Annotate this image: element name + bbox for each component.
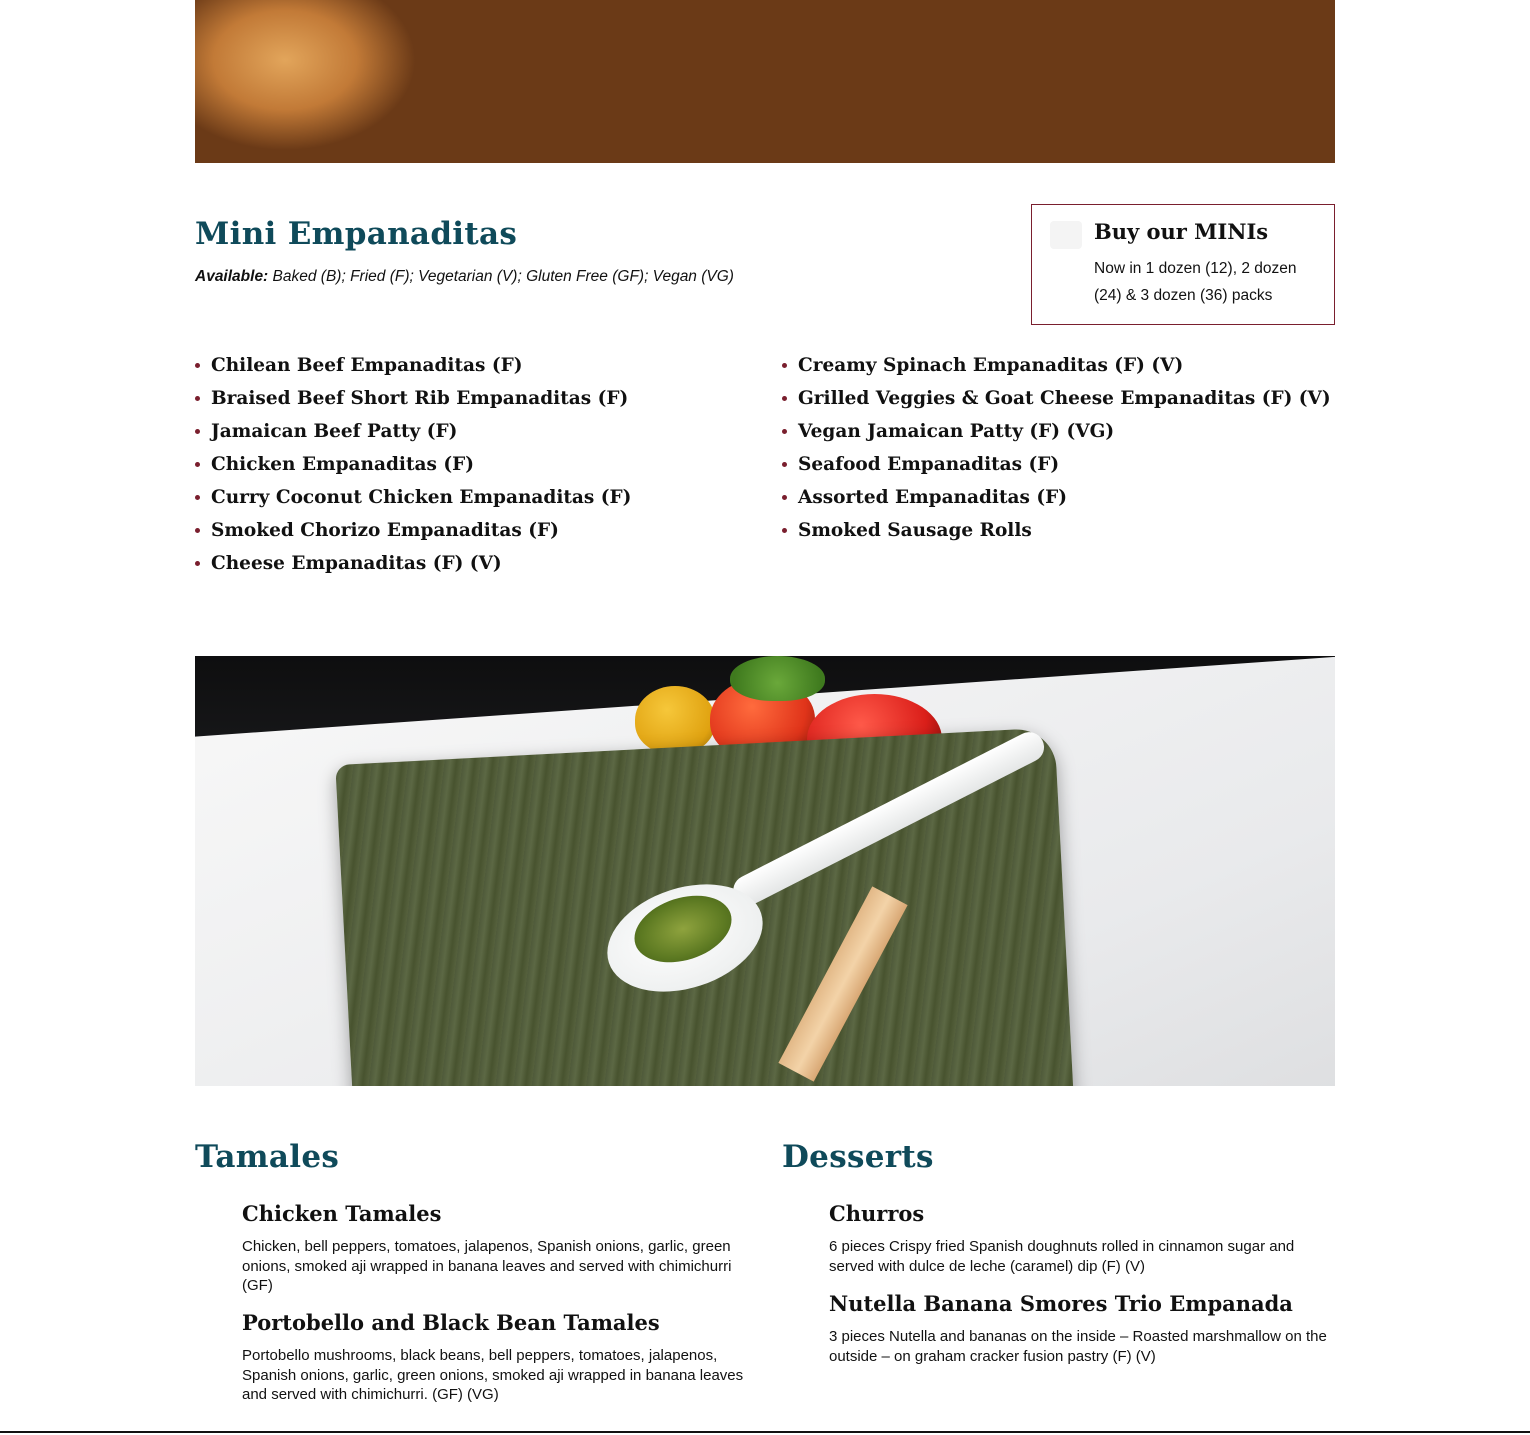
nutella-empanada-description: 3 pieces Nutella and bananas on the inside – Roasted marshmallow on the outside – on graham cracker fusion pastry (F) (V): [829, 1328, 1327, 1365]
churros-description: 6 pieces Crispy fried Spanish doughnuts rolled in cinnamon sugar and served with dulce de leche (caramel) dip (F) (V): [829, 1238, 1295, 1275]
list-item: Smoked Chorizo Empanaditas (F): [195, 514, 631, 547]
footer-divider: [0, 1431, 1530, 1433]
chicken-tamales-description: Chicken, bell peppers, tomatoes, jalapenos, Spanish onions, garlic, green onions, smoked aji wrapped in banana leaves and served with chimichurri (GF): [242, 1238, 732, 1294]
availability-note: [195, 268, 734, 286]
list-item: Curry Coconut Chicken Empanaditas (F): [195, 481, 631, 514]
churros-name: Churros: [829, 1201, 925, 1226]
empanadas-photo: [195, 0, 1335, 163]
list-item: Vegan Jamaican Patty (F) (VG): [782, 415, 1331, 448]
list-item: Jamaican Beef Patty (F): [195, 415, 631, 448]
desserts-title: Desserts: [782, 1139, 934, 1175]
availability-text: Baked (B); Fried (F); Vegetarian (V); Gluten Free (GF); Vegan (VG): [268, 268, 734, 285]
green-leaf: [730, 656, 825, 701]
tamales-title: Tamales: [195, 1139, 340, 1175]
buy-minis-callout[interactable]: [1031, 204, 1335, 325]
package-icon: [1050, 221, 1082, 249]
list-item: Creamy Spinach Empanaditas (F) (V): [782, 349, 1331, 382]
buy-minis-text: Now in 1 dozen (12), 2 dozen (24) & 3 dozen (36) packs: [1094, 260, 1297, 304]
list-item: Cheese Empanaditas (F) (V): [195, 547, 631, 580]
list-item: Chilean Beef Empanaditas (F): [195, 349, 631, 382]
list-item: Assorted Empanaditas (F): [782, 481, 1331, 514]
chicken-tamales-name: Chicken Tamales: [242, 1201, 442, 1226]
availability-label: Available:: [195, 268, 269, 285]
list-item: Grilled Veggies & Goat Cheese Empanaditas (F) (V): [782, 382, 1331, 415]
list-item: Braised Beef Short Rib Empanaditas (F): [195, 382, 631, 415]
list-item: Smoked Sausage Rolls: [782, 514, 1331, 547]
empanaditas-list-right: [782, 349, 1331, 547]
tamale-photo: [195, 656, 1335, 1086]
yellow-pepper: [635, 686, 715, 754]
nutella-empanada-name: Nutella Banana Smores Trio Empanada: [829, 1291, 1293, 1316]
mini-empanaditas-title: Mini Empanaditas: [195, 216, 518, 252]
list-item: Seafood Empanaditas (F): [782, 448, 1331, 481]
portobello-tamales-name: Portobello and Black Bean Tamales: [242, 1310, 660, 1335]
empanaditas-list-left: [195, 349, 631, 580]
buy-minis-title: Buy our MINIs: [1094, 219, 1269, 244]
portobello-tamales-description: Portobello mushrooms, black beans, bell peppers, tomatoes, jalapenos, Spanish onions, garlic, green onions, smoked aji wrapped in banana leaves and served with chimichurri. (GF) (VG): [242, 1347, 744, 1403]
list-item: Chicken Empanaditas (F): [195, 448, 631, 481]
